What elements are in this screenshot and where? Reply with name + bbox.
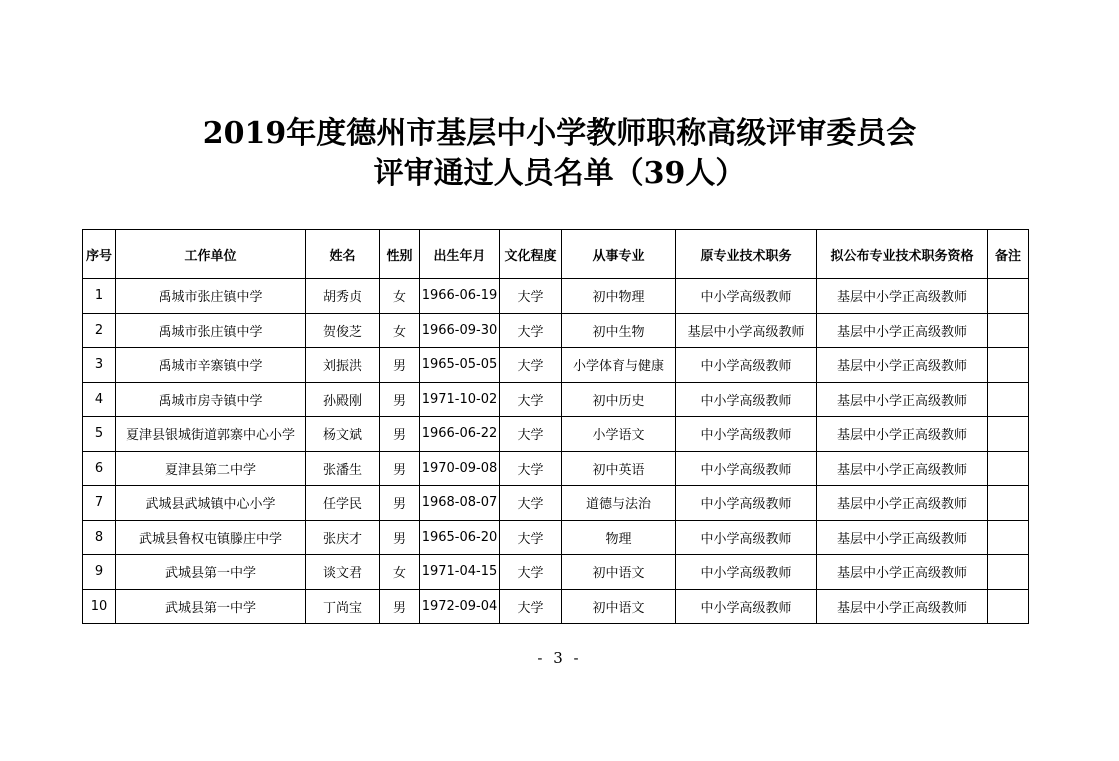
cell-proposed-title: 基层中小学正高级教师 [817, 417, 988, 452]
cell-index: 9 [83, 555, 116, 590]
cell-work-unit: 禹城市房寺镇中学 [116, 382, 306, 417]
cell-remarks [988, 313, 1029, 348]
cell-name: 张庆才 [306, 520, 380, 555]
cell-index: 3 [83, 348, 116, 383]
table-row [83, 313, 1029, 348]
header-row [83, 230, 1029, 279]
cell-birth-date: 1972-09-04 [420, 589, 500, 624]
cell-education: 大学 [500, 382, 562, 417]
header-original-title: 原专业技术职务 [676, 230, 817, 279]
cell-proposed-title: 基层中小学正高级教师 [817, 313, 988, 348]
cell-remarks [988, 279, 1029, 314]
cell-index: 5 [83, 417, 116, 452]
cell-specialty: 小学体育与健康 [562, 348, 676, 383]
cell-specialty: 初中语文 [562, 589, 676, 624]
cell-specialty: 小学语文 [562, 417, 676, 452]
cell-birth-date: 1966-09-30 [420, 313, 500, 348]
cell-gender: 男 [380, 589, 420, 624]
document-title-line-1: 2019年度德州市基层中小学教师职称高级评审委员会 [202, 116, 917, 151]
cell-birth-date: 1966-06-22 [420, 417, 500, 452]
cell-original-title: 中小学高级教师 [676, 520, 817, 555]
table-row [83, 589, 1029, 624]
cell-name: 杨文斌 [306, 417, 380, 452]
table-row [83, 382, 1029, 417]
cell-gender: 男 [380, 451, 420, 486]
cell-name: 刘振洪 [306, 348, 380, 383]
cell-birth-date: 1970-09-08 [420, 451, 500, 486]
cell-education: 大学 [500, 313, 562, 348]
cell-specialty: 物理 [562, 520, 676, 555]
table-row [83, 417, 1029, 452]
cell-gender: 男 [380, 486, 420, 521]
cell-remarks [988, 417, 1029, 452]
cell-gender: 男 [380, 520, 420, 555]
cell-name: 贺俊芝 [306, 313, 380, 348]
cell-education: 大学 [500, 555, 562, 590]
cell-proposed-title: 基层中小学正高级教师 [817, 555, 988, 590]
cell-proposed-title: 基层中小学正高级教师 [817, 520, 988, 555]
cell-education: 大学 [500, 486, 562, 521]
cell-proposed-title: 基层中小学正高级教师 [817, 589, 988, 624]
cell-gender: 女 [380, 279, 420, 314]
cell-gender: 男 [380, 417, 420, 452]
table-row [83, 451, 1029, 486]
cell-index: 6 [83, 451, 116, 486]
cell-remarks [988, 348, 1029, 383]
cell-specialty: 初中物理 [562, 279, 676, 314]
table-row [83, 486, 1029, 521]
cell-original-title: 中小学高级教师 [676, 451, 817, 486]
cell-specialty: 初中生物 [562, 313, 676, 348]
table-row [83, 555, 1029, 590]
cell-work-unit: 夏津县银城街道郭寨中心小学 [116, 417, 306, 452]
header-remarks: 备注 [988, 230, 1029, 279]
cell-original-title: 中小学高级教师 [676, 348, 817, 383]
cell-gender: 女 [380, 313, 420, 348]
cell-original-title: 中小学高级教师 [676, 279, 817, 314]
cell-remarks [988, 555, 1029, 590]
cell-remarks [988, 382, 1029, 417]
header-specialty: 从事专业 [562, 230, 676, 279]
cell-education: 大学 [500, 279, 562, 314]
cell-birth-date: 1971-10-02 [420, 382, 500, 417]
cell-work-unit: 禹城市张庄镇中学 [116, 279, 306, 314]
cell-birth-date: 1971-04-15 [420, 555, 500, 590]
cell-work-unit: 武城县鲁权屯镇滕庄中学 [116, 520, 306, 555]
cell-education: 大学 [500, 589, 562, 624]
cell-proposed-title: 基层中小学正高级教师 [817, 382, 988, 417]
cell-work-unit: 武城县第一中学 [116, 589, 306, 624]
cell-education: 大学 [500, 520, 562, 555]
cell-birth-date: 1965-05-05 [420, 348, 500, 383]
cell-index: 10 [83, 589, 116, 624]
cell-index: 2 [83, 313, 116, 348]
cell-name: 任学民 [306, 486, 380, 521]
table-body [83, 279, 1029, 624]
header-education: 文化程度 [500, 230, 562, 279]
cell-original-title: 中小学高级教师 [676, 555, 817, 590]
header-index: 序号 [83, 230, 116, 279]
header-proposed-title: 拟公布专业技术职务资格 [817, 230, 988, 279]
cell-name: 谈文君 [306, 555, 380, 590]
cell-original-title: 中小学高级教师 [676, 417, 817, 452]
cell-remarks [988, 589, 1029, 624]
cell-education: 大学 [500, 451, 562, 486]
cell-name: 胡秀贞 [306, 279, 380, 314]
cell-work-unit: 夏津县第二中学 [116, 451, 306, 486]
cell-original-title: 中小学高级教师 [676, 382, 817, 417]
cell-gender: 男 [380, 382, 420, 417]
cell-birth-date: 1968-08-07 [420, 486, 500, 521]
cell-index: 4 [83, 382, 116, 417]
cell-proposed-title: 基层中小学正高级教师 [817, 451, 988, 486]
cell-index: 8 [83, 520, 116, 555]
cell-gender: 男 [380, 348, 420, 383]
cell-work-unit: 禹城市辛寨镇中学 [116, 348, 306, 383]
cell-proposed-title: 基层中小学正高级教师 [817, 279, 988, 314]
document-title-line-2: 评审通过人员名单（39人） [373, 156, 746, 191]
cell-birth-date: 1965-06-20 [420, 520, 500, 555]
table-row [83, 279, 1029, 314]
cell-original-title: 中小学高级教师 [676, 486, 817, 521]
cell-education: 大学 [500, 348, 562, 383]
cell-name: 孙殿刚 [306, 382, 380, 417]
cell-remarks [988, 486, 1029, 521]
table-row [83, 520, 1029, 555]
cell-remarks [988, 520, 1029, 555]
cell-specialty: 初中历史 [562, 382, 676, 417]
cell-original-title: 基层中小学高级教师 [676, 313, 817, 348]
header-work-unit: 工作单位 [116, 230, 306, 279]
header-name: 姓名 [306, 230, 380, 279]
cell-proposed-title: 基层中小学正高级教师 [817, 486, 988, 521]
cell-index: 1 [83, 279, 116, 314]
cell-work-unit: 武城县武城镇中心小学 [116, 486, 306, 521]
approved-personnel-table [82, 229, 1029, 624]
cell-proposed-title: 基层中小学正高级教师 [817, 348, 988, 383]
cell-name: 丁尚宝 [306, 589, 380, 624]
header-birth-date: 出生年月 [420, 230, 500, 279]
cell-specialty: 道德与法治 [562, 486, 676, 521]
header-gender: 性别 [380, 230, 420, 279]
table-header [83, 230, 1029, 279]
cell-specialty: 初中英语 [562, 451, 676, 486]
cell-work-unit: 禹城市张庄镇中学 [116, 313, 306, 348]
cell-specialty: 初中语文 [562, 555, 676, 590]
cell-name: 张潘生 [306, 451, 380, 486]
cell-gender: 女 [380, 555, 420, 590]
cell-index: 7 [83, 486, 116, 521]
table-row [83, 348, 1029, 383]
cell-original-title: 中小学高级教师 [676, 589, 817, 624]
cell-birth-date: 1966-06-19 [420, 279, 500, 314]
cell-remarks [988, 451, 1029, 486]
cell-work-unit: 武城县第一中学 [116, 555, 306, 590]
cell-education: 大学 [500, 417, 562, 452]
page-number: - 3 - [537, 649, 582, 667]
